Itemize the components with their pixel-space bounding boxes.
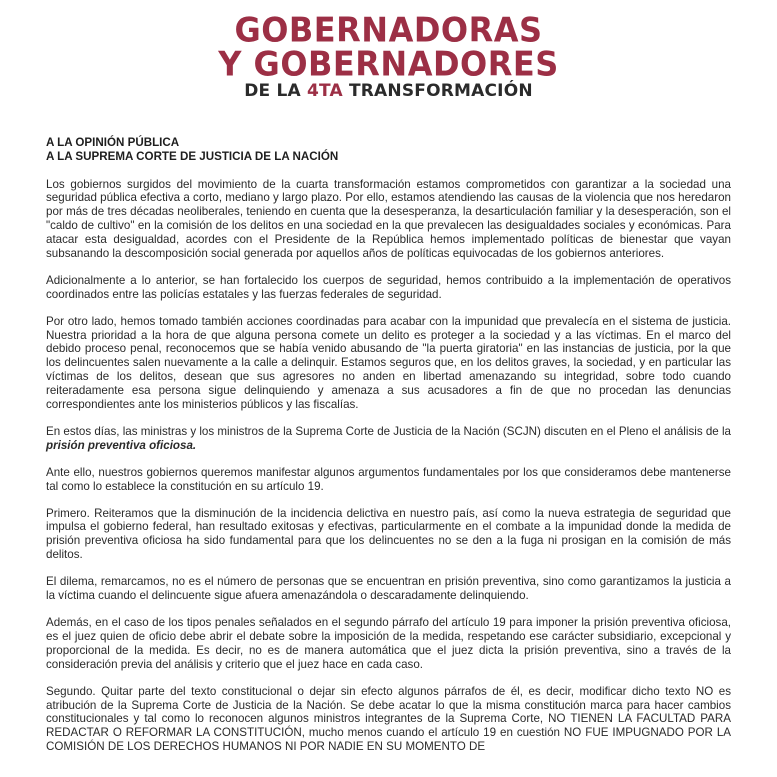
scjn-text: En estos días, las ministras y los ministros de la Suprema Corte de Justicia de la Nación (SCJN) discuten en el Pleno el análisis de la bbox=[46, 424, 731, 438]
logo-line-3-post: TRANSFORMACIÓN bbox=[342, 81, 533, 101]
logo-line-3-accent: 4TA bbox=[306, 81, 343, 101]
addressee-line-1: A LA OPINIÓN PÚBLICA bbox=[46, 136, 180, 149]
paragraph-6: El dilema, remarcamos, no es el número de personas que se encuentran en prisión preventiva, sino como garantizamos la justicia a la víctima cuando el delincuente sigue afuera amenazándola o descaradamente delinquiendo. bbox=[46, 575, 731, 603]
paragraph-7: Además, en el caso de los tipos penales señalados en el segundo párrafo del artículo 19 para imponer la prisión preventiva oficiosa, es el juez quien de oficio debe abrir el debate sobre la imposición de la medida, respetando ese carácter subsidiario, excepcional y proporcional de la medida. Es decir, no es de manera automática que el juez dicta la prisión preventiva, sino a través de la consideración previa del análisis y criterio que el juez hace en cada caso. bbox=[46, 616, 731, 671]
header-logo bbox=[0, 10, 777, 101]
logo-line-2: Y GOBERNADORES bbox=[218, 44, 559, 84]
logo-line-3-pre: DE LA bbox=[244, 81, 307, 101]
paragraph-scjn bbox=[46, 425, 731, 453]
paragraph-1: Los gobiernos surgidos del movimiento de la cuarta transformación estamos comprometidos con garantizar a la sociedad una seguridad pública efectiva a corto, mediano y largo plazo. Por ello, estamos atendiendo las causas de la violencia que nos heredaron por más de tres décadas neoliberales, teniendo en cuenta que la desesperanza, la desarticulación familiar y la desesperación, son el "caldo de cultivo" en la comisión de los delitos en una sociedad en la que prevalecen las desigualdades sociales y económicas. Para atacar esta desigualdad, acordes con el Presidente de la República hemos implementado políticas de bienestar que vayan subsanando la descomposición social generada por aquellos años de políticas equivocadas de los gobiernos anteriores. bbox=[46, 177, 731, 260]
addressee-block bbox=[46, 136, 731, 164]
addressee-line-2: A LA SUPREMA CORTE DE JUSTICIA DE LA NACIÓN bbox=[46, 149, 339, 163]
paragraph-3: Por otro lado, hemos tomado también acciones coordinadas para acabar con la impunidad que prevalecía en el sistema de justicia. Nuestra prioridad a la hora de que alguna persona comete un delito es proteger a la sociedad y a las víctimas. En el marco del debido proceso penal, reconocemos que se había venido abusando de "la puerta giratoria" en las instancias de justicia, por la que los delincuentes salen nuevamente a la calle a delinquir. Estamos seguros que, en los delitos graves, la sociedad, y en particular las víctimas de los delitos, desean que sus agresores no anden en libertad amenazando su integridad, sobre todo cuando reiteradamente esa persona sigue delinquiendo y amenaza a sus acusadores a fin de que no procedan las denuncias correspondientes ante los ministerios públicos y las fiscalías. bbox=[46, 314, 731, 411]
letter-body bbox=[46, 136, 731, 767]
logo-line-1: GOBERNADORAS bbox=[234, 10, 543, 50]
logo-line-3 bbox=[0, 83, 777, 100]
scjn-emphasis: prisión preventiva oficiosa. bbox=[46, 438, 197, 452]
paragraph-2: Adicionalmente a lo anterior, se han fortalecido los cuerpos de seguridad, hemos contribuido a la implementación de operativos coordinados entre las policías estatales y las fuerzas federales de seguridad. bbox=[46, 273, 731, 301]
paragraph-8: Segundo. Quitar parte del texto constitucional o dejar sin efecto algunos párrafos de él, es decir, modificar dicho texto NO es atribución de la Suprema Corte de Justicia de la Nación. Se debe acatar lo que la misma constitución marca para hacer cambios constitucionales y tal como lo reconocen algunos ministros integrantes de la Suprema Corte, NO TIENEN LA FACULTAD PARA REDACTAR O REFORMAR LA CONSTITUCIÓN, mucho menos cuando el artículo 19 en cuestión NO FUE IMPUGNADO POR LA COMISIÓN DE LOS DERECHOS HUMANOS NI POR NADIE EN SU MOMENTO DE bbox=[46, 684, 731, 754]
paragraph-5: Primero. Reiteramos que la disminución de la incidencia delictiva en nuestro país, así como la nueva estrategia de seguridad que impulsa el gobierno federal, han resultado exitosas y efectivas, particularmente en el combate a la impunidad donde la medida de prisión preventiva oficiosa ha sido fundamental para que los delincuentes no se den a la fuga ni prosigan en la comisión de más delitos. bbox=[46, 506, 731, 562]
paragraph-4: Ante ello, nuestros gobiernos queremos manifestar algunos argumentos fundamentales por los que consideramos debe mantenerse tal como lo establece la constitución en su artículo 19. bbox=[46, 465, 731, 493]
